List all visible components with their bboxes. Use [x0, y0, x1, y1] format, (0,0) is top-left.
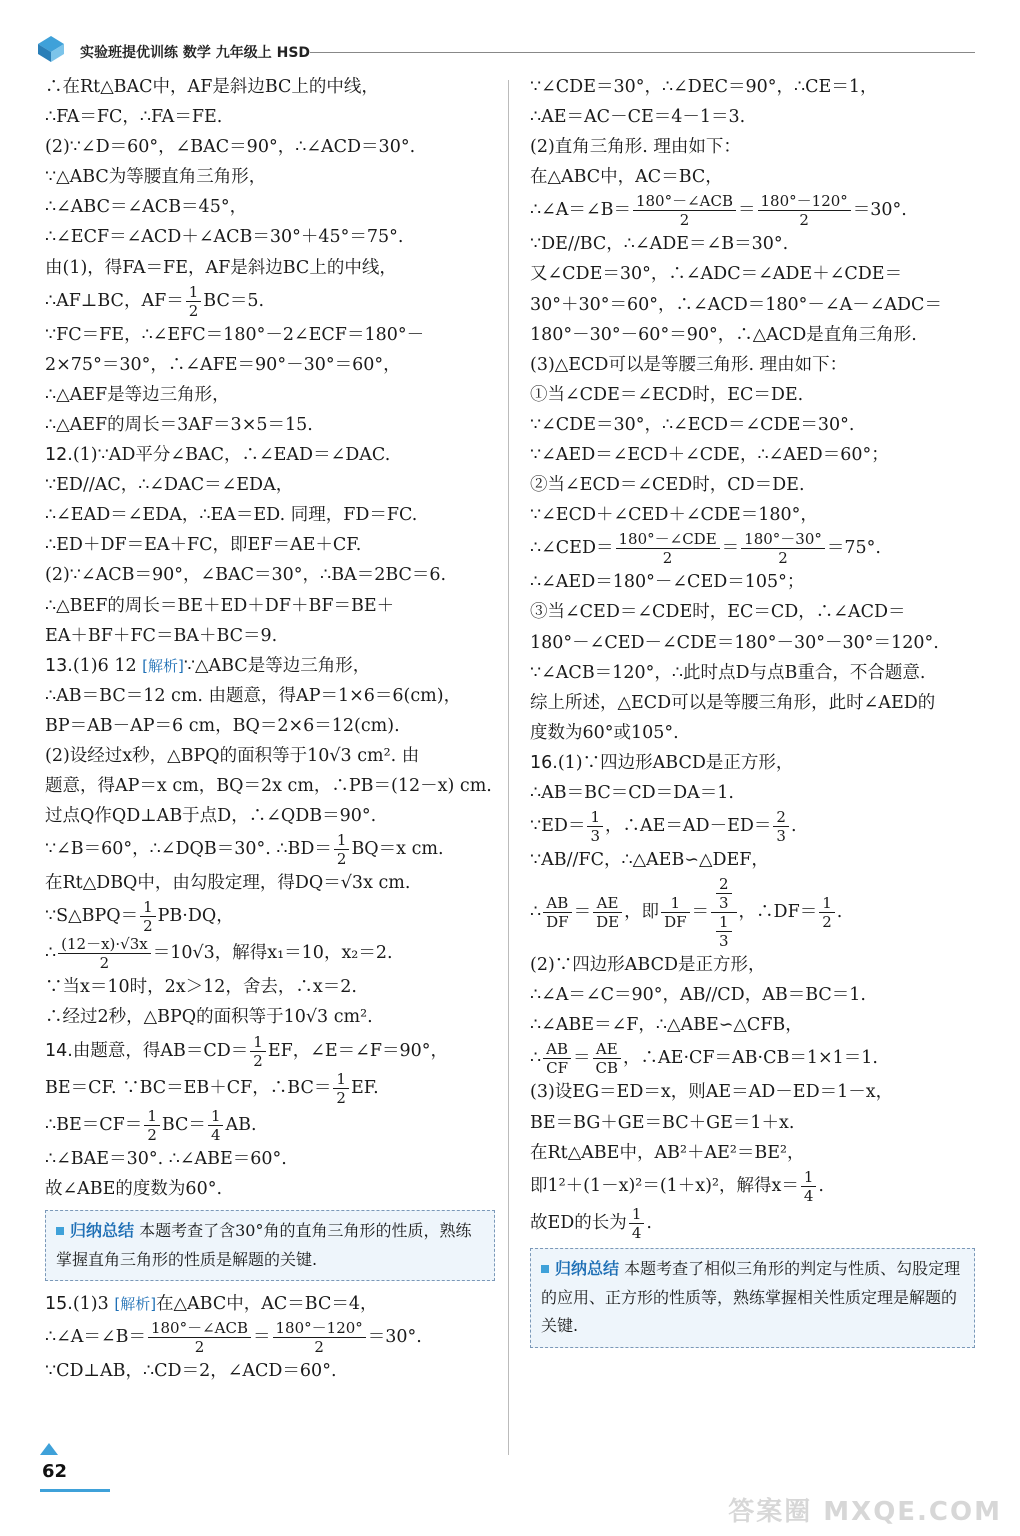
text-line	[45, 898, 495, 935]
question-number: 12.	[45, 445, 73, 466]
fraction	[801, 1168, 817, 1205]
text-span: .	[790, 816, 797, 837]
denominator: CF	[546, 1059, 569, 1078]
text-line	[530, 192, 975, 229]
text-line: 题意，得AP＝x cm，BQ＝2x cm，∴PB＝(12－x) cm.	[45, 776, 492, 797]
text-line: 2×75°＝30°，∴∠AFE＝90°－30°＝60°，	[45, 354, 401, 375]
analysis-tag: [解析]	[114, 1295, 157, 1314]
text-span: AB.	[225, 1114, 257, 1135]
summary-marker-icon	[56, 1227, 64, 1235]
text-line: BP＝AB－AP＝6 cm，BQ＝2×6＝12(cm).	[45, 715, 400, 736]
text-line: ①当∠CDE＝∠ECD时，EC＝DE.	[530, 384, 804, 405]
numerator: AB	[543, 894, 571, 913]
text-span: BQ＝x cm.	[351, 839, 444, 860]
text-line: (2)设经过x秒，△BPQ的面积等于10√3 cm². 由	[45, 745, 420, 766]
page-number: 62	[42, 1461, 68, 1482]
text-line: 又∠CDE＝30°，∴∠ADC＝∠ADE＋∠CDE＝	[530, 264, 903, 285]
denominator: 2	[143, 917, 153, 936]
fraction	[333, 1070, 349, 1107]
text-line: ③当∠CED＝∠CDE时，EC＝CD，∴∠ACD＝	[530, 602, 906, 623]
denominator: 2	[778, 549, 788, 568]
numerator: 1	[208, 1107, 224, 1126]
summary-title: 归纳总结	[70, 1220, 135, 1240]
denominator: 4	[210, 1125, 221, 1144]
fraction	[587, 808, 603, 845]
summary-title: 归纳总结	[555, 1258, 620, 1278]
text-line: ②当∠ECD＝∠CED时，CD＝DE.	[530, 475, 805, 496]
text-line: ∴经过2秒，△BPQ的面积等于10√3 cm².	[45, 1007, 373, 1028]
text-line: ∵∠ECD＋∠CED＋∠CDE＝180°，	[530, 505, 818, 526]
text-span: 由题意，得AB＝CD＝	[72, 1040, 249, 1061]
text-span: .	[836, 902, 843, 923]
text-span: ∴AF⊥BC，AF＝	[45, 290, 184, 311]
text-span: ∴	[45, 943, 57, 964]
denominator: 2	[336, 850, 347, 869]
text-span: .	[818, 1175, 824, 1196]
compound-fraction	[711, 875, 737, 950]
text-span: ∵∠B＝60°，∴∠DQB＝30°. ∴BD＝	[45, 839, 332, 860]
fraction	[543, 894, 571, 931]
text-line: ∴FA＝FC，∴FA＝FE.	[45, 107, 223, 128]
text-line	[530, 1205, 975, 1242]
fraction	[758, 192, 851, 229]
numerator: 1	[186, 283, 202, 302]
fraction	[186, 283, 202, 320]
numerator: 1	[144, 1107, 160, 1126]
fraction	[140, 898, 156, 935]
numerator: 180°－120°	[273, 1319, 366, 1338]
question-number: 13.	[45, 655, 73, 676]
text-span: ∴BE＝CF＝	[45, 1114, 143, 1135]
text-span: ∵S△BPQ＝	[45, 906, 139, 927]
text-line	[45, 935, 495, 972]
text-line: 在△ABC中，AC＝BC，	[530, 167, 723, 188]
denominator: 2	[336, 1088, 346, 1107]
fraction	[250, 1033, 266, 1070]
text-line	[530, 1040, 975, 1077]
text-line: ∵DE//BC，∴∠ADE＝∠B＝30°.	[530, 234, 789, 255]
text-line: 180°－∠CED－∠CDE＝180°－30°－30°＝120°.	[530, 632, 939, 653]
right-column	[530, 72, 975, 1356]
denominator: 2	[253, 1051, 263, 1070]
column-divider	[508, 80, 509, 1455]
text-line: ∴△BEF的周长＝BE＋ED＋DF＋BF＝BE＋	[45, 595, 395, 616]
numerator: 2	[773, 808, 789, 827]
text-span: ，即	[624, 902, 660, 923]
numerator: 180°－30°	[741, 530, 825, 549]
denominator: 4	[631, 1223, 642, 1242]
analysis-tag: [解析]	[142, 656, 184, 675]
numerator: AE	[593, 894, 622, 913]
denominator: DE	[596, 913, 620, 932]
text-line: ∴∠BAE＝30°. ∴∠ABE＝60°.	[45, 1148, 287, 1169]
text-span: ＝10√3，解得x₁＝10，x₂＝2.	[152, 943, 393, 964]
fraction	[661, 894, 689, 931]
denominator: 4	[803, 1186, 814, 1205]
denominator: 2	[194, 1338, 205, 1357]
text-line: ∵当x＝10时，2x＞12，舍去，∴x＝2.	[45, 977, 357, 998]
book-title: 实验班提优训练 数学 九年级上 HSD	[80, 45, 311, 61]
text-line: 故∠ABE的度数为60°.	[45, 1178, 223, 1199]
summary-text: 本题考查了含30°角的直角三角形的性质，熟练掌握直角三角形的性质是解题的关键.	[56, 1220, 472, 1269]
page-arrow-icon	[40, 1443, 58, 1455]
denominator: CB	[595, 1059, 619, 1078]
text-line: 由(1)，得FA＝FE，AF是斜边BC上的中线，	[45, 257, 397, 278]
fraction	[741, 530, 825, 567]
watermark: 答案圈 MXQE.COM	[728, 1497, 1002, 1527]
fraction	[629, 1205, 645, 1242]
summary-marker-icon	[541, 1265, 549, 1273]
fraction	[273, 1319, 366, 1356]
text-span: ，∴AE＝AD－ED＝	[605, 816, 772, 837]
text-line: ∵∠AED＝∠ECD＋∠CDE，∴∠AED＝60°；	[530, 445, 889, 466]
fraction	[633, 192, 736, 229]
summary-box	[45, 1210, 495, 1282]
text-span: PB·DQ，	[157, 906, 234, 927]
text-span: ∵ED＝	[530, 816, 586, 837]
numerator: 1	[587, 808, 603, 827]
text-line	[45, 1319, 495, 1356]
fraction	[593, 894, 622, 931]
text-span: ∵△ABC是等边三角形，	[183, 655, 371, 676]
text-line: ∵∠CDE＝30°，∴∠DEC＝90°，∴CE＝1，	[530, 77, 878, 97]
text-line: ∵∠ACB＝120°，∴此时点D与点B重合，不合题意.	[530, 662, 926, 683]
text-line: ∵FC＝FE，∴∠EFC＝180°－2∠ECF＝180°－	[45, 324, 425, 345]
text-line: 180°－30°－60°＝90°，∴△ACD是直角三角形.	[530, 324, 917, 345]
numerator: 180°－120°	[758, 192, 851, 211]
text-line: 30°＋30°＝60°，∴∠ACD＝180°－∠A－∠ADC＝	[530, 294, 942, 315]
text-line	[45, 831, 495, 868]
text-line	[530, 808, 975, 845]
text-span: EF，∠E＝∠F＝90°，	[267, 1040, 448, 1061]
denominator: 2	[799, 211, 809, 230]
text-line	[530, 530, 975, 567]
text-line: ∵ED//AC，∴∠DAC＝∠EDA，	[45, 475, 294, 496]
fraction	[616, 530, 720, 567]
text-line: (3)△ECD可以是等腰三角形. 理由如下：	[530, 354, 848, 375]
summary-box	[530, 1248, 975, 1348]
numerator: 1	[819, 894, 835, 913]
text-span: ，∴AE·CF＝AB·CB＝1×1＝1.	[623, 1048, 878, 1069]
numerator: 180°－∠ACB	[633, 192, 736, 211]
fraction	[208, 1107, 224, 1144]
fraction	[593, 1040, 622, 1077]
text-line: ∴ED＋DF＝EA＋FC，即EF＝AE＋CF.	[45, 535, 362, 556]
denominator: 3	[719, 932, 729, 951]
denominator: 3	[776, 827, 786, 846]
numerator: 180°－∠CDE	[616, 530, 720, 549]
text-line	[45, 1107, 495, 1144]
fraction	[716, 875, 732, 912]
denominator: 3	[719, 894, 729, 913]
compound-denominator	[711, 913, 737, 950]
text-line: ∵AB//FC，∴△AEB∽△DEF，	[530, 850, 769, 871]
text-line	[530, 1168, 975, 1205]
fraction	[819, 894, 835, 931]
question-16	[530, 748, 975, 778]
text-span: ∴∠CED＝	[530, 538, 614, 559]
text-span: (1)3	[72, 1294, 115, 1315]
question-13	[45, 651, 495, 681]
text-span: ＝30°.	[367, 1327, 422, 1348]
text-line: 在Rt△DBQ中，由勾股定理，得DQ＝√3x cm.	[45, 873, 411, 894]
text-span: ，∴DF＝	[738, 902, 818, 923]
text-line: ∴∠A＝∠C＝90°，AB//CD，AB＝BC＝1.	[530, 985, 866, 1006]
denominator: 2	[314, 1338, 324, 1357]
numerator: 1	[661, 894, 689, 913]
text-line: ∴AB＝BC＝CD＝DA＝1.	[530, 782, 734, 803]
text-span: ＝	[253, 1327, 271, 1348]
denominator: DF	[664, 913, 687, 932]
denominator: 2	[99, 954, 110, 973]
text-line: (2)直角三角形. 理由如下：	[530, 137, 741, 158]
denominator: 2	[662, 549, 673, 568]
text-line: ∴△AEF的周长＝3AF＝3×5＝15.	[45, 414, 313, 435]
text-line: ∵CD⊥AB，∴CD＝2，∠ACD＝60°.	[45, 1361, 337, 1382]
question-14	[45, 1033, 495, 1070]
denominator: 2	[188, 301, 199, 320]
text-span: ＝75°.	[826, 538, 881, 559]
text-span: ∴	[530, 902, 542, 923]
denominator: DF	[546, 913, 569, 932]
fraction	[773, 808, 789, 845]
text-span: BE＝CF. ∵BC＝EB＋CF，∴BC＝	[45, 1077, 332, 1098]
left-column	[45, 72, 495, 1387]
page-underline	[40, 1489, 110, 1492]
text-line: (2)∵∠D＝60°，∠BAC＝90°，∴∠ACD＝30°.	[45, 137, 416, 158]
fraction	[716, 913, 732, 950]
fraction	[148, 1319, 251, 1356]
text-line: 过点Q作QD⊥AB于点D，∴∠QDB＝90°.	[45, 806, 377, 827]
text-line: ∴∠ABC＝∠ACB＝45°，	[45, 197, 248, 218]
denominator: 3	[590, 827, 600, 846]
text-span: ∴∠A＝∠B＝	[530, 200, 631, 221]
question-number: 15.	[45, 1294, 73, 1315]
text-span: ＝30°.	[852, 200, 907, 221]
text-line: ∴∠AED＝180°－∠CED＝105°；	[530, 572, 805, 593]
text-span: BC＝5.	[203, 290, 265, 311]
text-span: (1)∵AD平分∠BAC，∴∠EAD＝∠DAC.	[72, 445, 391, 466]
text-line: ∴∠ABE＝∠F，∴△ABE∽△CFB，	[530, 1015, 803, 1036]
text-line: ∴在Rt△BAC中，AF是斜边BC上的中线，	[45, 77, 379, 97]
denominator: 2	[822, 913, 832, 932]
text-span: (1)∵四边形ABCD是正方形，	[557, 752, 794, 773]
numerator: (12－x)·√3x	[58, 935, 151, 954]
header-divider	[310, 52, 975, 53]
text-line: EA＋BF＋FC＝BA＋BC＝9.	[45, 625, 278, 646]
numerator: 1	[333, 1070, 349, 1089]
text-span: BC＝	[161, 1114, 206, 1135]
page-header	[30, 30, 975, 70]
numerator: 1	[629, 1205, 645, 1224]
text-line	[45, 1070, 495, 1107]
text-line: ∴∠ECF＝∠ACD＋∠ACB＝30°＋45°＝75°.	[45, 227, 404, 248]
numerator: AE	[593, 1040, 622, 1059]
text-span: 即1²＋(1－x)²＝(1＋x)²，解得x＝	[530, 1175, 799, 1196]
text-line: 度数为60°或105°.	[530, 722, 679, 743]
numerator: 1	[801, 1168, 817, 1187]
numerator: 1	[716, 913, 732, 932]
text-line: ∴AB＝BC＝12 cm. 由题意，得AP＝1×6＝6(cm)，	[45, 685, 462, 706]
summary-text: 本题考查了相似三角形的判定与性质、勾股定理的应用、正方形的性质等，熟练掌握相关性质定理是解题的关键.	[541, 1258, 961, 1336]
text-line: 在Rt△ABE中，AB²＋AE²＝BE²，	[530, 1142, 805, 1163]
numerator: 1	[334, 831, 350, 850]
compound-numerator	[711, 875, 737, 913]
text-span: .	[646, 1212, 652, 1233]
text-span: ∴	[530, 1048, 542, 1069]
text-span: EF.	[350, 1077, 379, 1098]
numerator: 1	[140, 898, 156, 917]
denominator: 2	[147, 1125, 157, 1144]
text-line: ∴△AEF是等边三角形，	[45, 384, 230, 405]
text-span: ∴∠A＝∠B＝	[45, 1327, 146, 1348]
text-line: 综上所述，△ECD可以是等腰三角形，此时∠AED的	[530, 692, 936, 713]
text-span: ＝	[691, 902, 709, 923]
fraction	[144, 1107, 160, 1144]
text-line	[530, 875, 975, 950]
text-line: BE＝BG＋GE＝BC＋GE＝1＋x.	[530, 1112, 795, 1133]
numerator: AB	[543, 1040, 571, 1059]
question-number: 16.	[530, 752, 558, 773]
text-span: 故ED的长为	[530, 1212, 627, 1233]
text-span: 在△ABC中，AC＝BC＝4，	[156, 1294, 378, 1315]
text-line: (3)设EG＝ED＝x，则AE＝AD－ED＝1－x，	[530, 1082, 894, 1103]
text-line: ∵△ABC为等腰直角三角形，	[45, 167, 267, 188]
fraction	[543, 1040, 571, 1077]
question-number: 14.	[45, 1040, 73, 1061]
text-line: (2)∵∠ACB＝90°，∠BAC＝30°，∴BA＝2BC＝6.	[45, 565, 447, 586]
book-logo-icon	[36, 34, 66, 64]
page-footer	[40, 1455, 160, 1505]
numerator: 1	[250, 1033, 266, 1052]
numerator: 2	[716, 875, 732, 894]
text-span: ＝	[573, 902, 592, 923]
text-line: (2)∵四边形ABCD是正方形，	[530, 955, 766, 976]
text-line: ∴∠EAD＝∠EDA，∴EA＝ED. 同理，FD＝FC.	[45, 505, 418, 526]
text-line: ∴AE＝AC－CE＝4－1＝3.	[530, 107, 746, 128]
fraction	[334, 831, 350, 868]
question-12	[45, 440, 495, 470]
numerator: 180°－∠ACB	[148, 1319, 251, 1338]
text-span: (1)6 12	[72, 655, 143, 676]
denominator: 2	[679, 211, 690, 230]
text-line	[45, 283, 495, 320]
text-span: ＝	[721, 538, 740, 559]
text-line: ∵∠CDE＝30°，∴∠ECD＝∠CDE＝30°.	[530, 414, 855, 435]
text-span: ＝	[573, 1048, 591, 1069]
fraction	[58, 935, 151, 972]
text-span: ＝	[738, 200, 756, 221]
question-15	[45, 1289, 495, 1319]
